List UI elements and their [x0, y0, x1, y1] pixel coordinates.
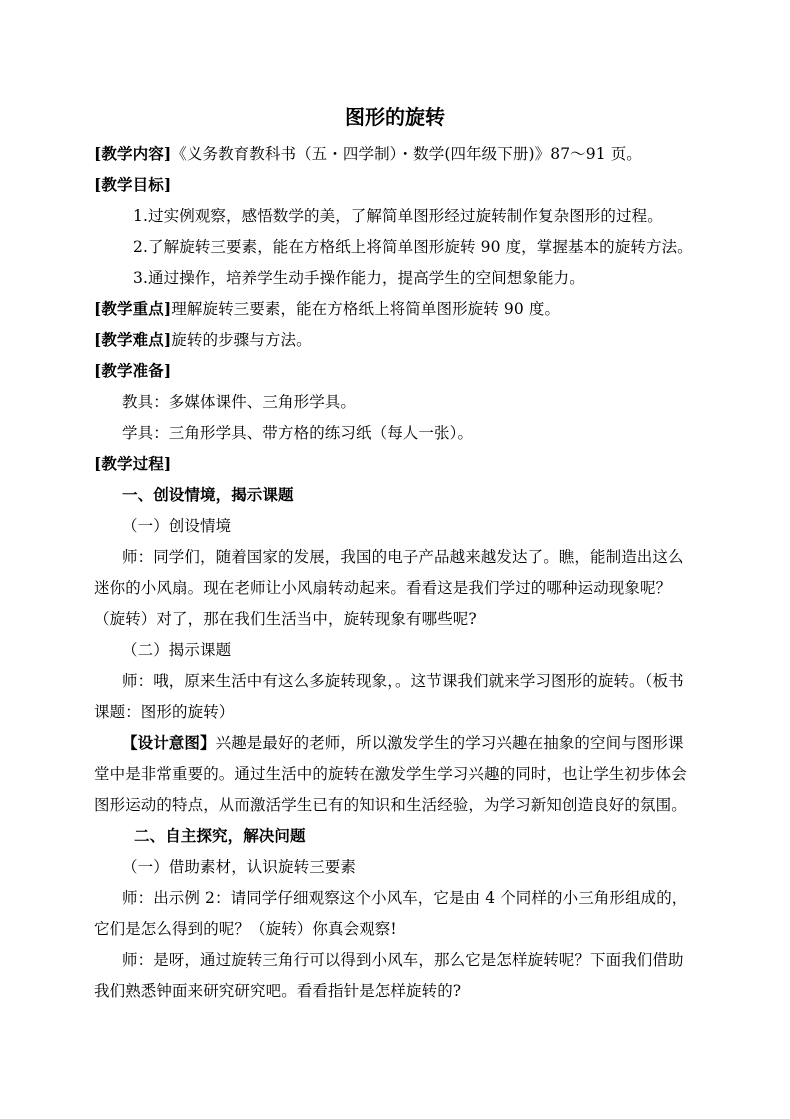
- paragraph-line: （旋转）对了，那在我们生活当中，旋转现象有哪些呢?: [94, 610, 477, 628]
- content-line: [94, 143, 704, 165]
- section-2-heading: 二、自主探究，解决问题: [134, 826, 306, 845]
- difficulty-line: [94, 329, 704, 351]
- content-text: 《义务教育教科书（五・四学制）・数学(四年级下册)》87～91 页。: [171, 145, 642, 163]
- paragraph-line: 我们熟悉钟面来研究研究吧。看看指针是怎样旋转的?: [94, 982, 462, 1000]
- section-1-sub-2: （二）揭示课题: [122, 641, 232, 659]
- page-title: 图形的旋转: [345, 105, 445, 129]
- goal-item-3: 3.通过操作，培养学生动手操作能力，提高学生的空间想象能力。: [133, 269, 585, 287]
- prep-student: 学具：三角形学具、带方格的练习纸（每人一张）。: [122, 424, 474, 442]
- paragraph-line: 堂中是非常重要的。通过生活中的旋转在激发学生学习兴趣的同时，也让学生初步体会: [94, 765, 687, 783]
- content-label: [教学内容]: [94, 144, 172, 163]
- paragraph-line: 图形运动的特点，从而激活学生已有的知识和生活经验，为学习新知创造良好的氛围。: [94, 796, 687, 814]
- paragraph-line: 迷你的小风扇。现在老师让小风扇转动起来。看看这是我们学过的哪种运动现象呢？: [94, 579, 672, 597]
- design-intent-label: 【设计意图】: [122, 733, 216, 752]
- paragraph-line: 课题：图形的旋转）: [94, 703, 235, 721]
- design-intent-line: [122, 732, 732, 754]
- section-1-heading: 一、创设情境，揭示课题: [122, 485, 294, 504]
- process-label: [教学过程]: [94, 454, 172, 473]
- goals-label: [教学目标]: [94, 175, 172, 194]
- section-1-sub-1: （一）创设情境: [122, 517, 232, 535]
- difficulty-label: [教学难点]: [94, 330, 172, 349]
- key-point-label: [教学重点]: [94, 299, 172, 318]
- prep-teacher: 教具：多媒体课件、三角形学具。: [122, 393, 357, 411]
- paragraph-line: 它们是怎么得到的呢？（旋转）你真会观察!: [94, 920, 397, 938]
- paragraph-line: 师：同学们，随着国家的发展，我国的电子产品越来越发达了。瞧，能制造出这么: [122, 548, 684, 566]
- key-point-line: [94, 298, 704, 320]
- paragraph-line: 师：出示例 2：请同学仔细观察这个小风车，它是由 4 个同样的小三角形组成的，: [122, 889, 688, 907]
- goal-item-1: 1.过实例观察，感悟数学的美，了解简单图形经过旋转制作复杂图形的过程。: [133, 207, 663, 225]
- prep-label: [教学准备]: [94, 361, 172, 380]
- section-2-sub-1: （一）借助素材，认识旋转三要素: [122, 858, 357, 876]
- difficulty-text: 旋转的步骤与方法。: [171, 331, 312, 349]
- key-point-text: 理解旋转三要素，能在方格纸上将简单图形旋转 90 度。: [171, 300, 561, 318]
- goal-item-2: 2.了解旋转三要素，能在方格纸上将简单图形旋转 90 度，掌握基本的旋转方法。: [133, 238, 693, 256]
- paragraph-line: 师：是呀，通过旋转三角行可以得到小风车，那么它是怎样旋转呢？下面我们借助: [122, 951, 684, 969]
- paragraph-line: 师：哦，原来生活中有这么多旋转现象，。这节课我们就来学习图形的旋转。（板书: [122, 672, 684, 690]
- design-intent-text: 兴趣是最好的老师，所以激发学生的学习兴趣在抽象的空间与图形课: [215, 734, 684, 752]
